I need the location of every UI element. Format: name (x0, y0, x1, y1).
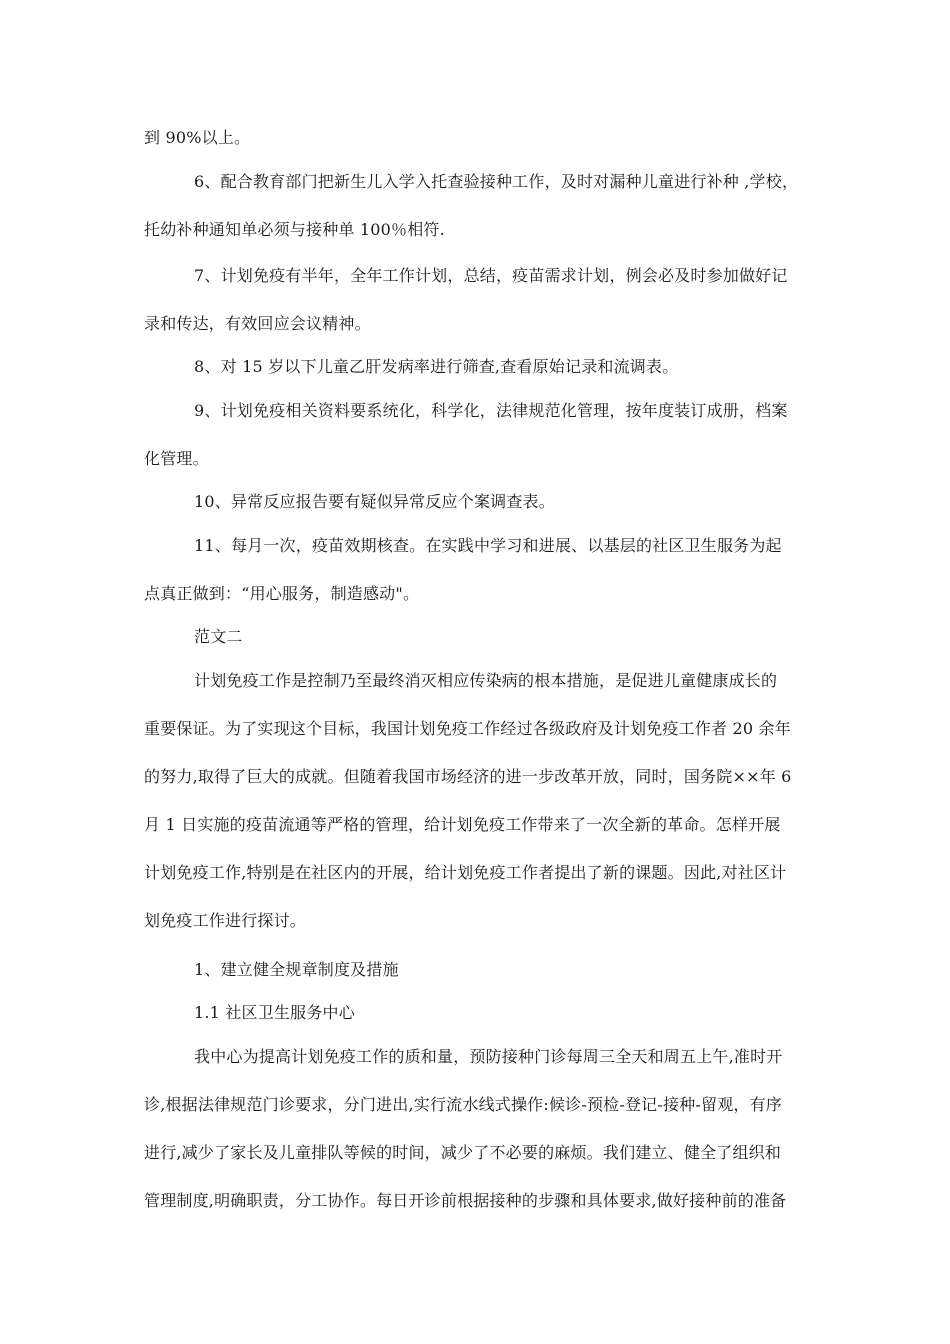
text-line: 10、异常反应报告要有疑似异常反应个案调查表。 (194, 492, 555, 511)
text-line: 重要保证。为了实现这个目标，我国计划免疫工作经过各级政府及计划免疫工作者 20 余年 (144, 719, 791, 738)
sub-heading: 1.1 社区卫生服务中心 (194, 1003, 355, 1022)
text-line: 诊,根据法律规范门诊要求，分门进出,实行流水线式操作:候诊-预检-登记-接种-留观，有序 (144, 1095, 782, 1114)
text-line: 计划免疫工作,特别是在社区内的开展，给计划免疫工作者提出了新的课题。因此,对社区计 (144, 863, 787, 882)
text-line: 月 1 日实施的疫苗流通等严格的管理，给计划免疫工作带来了一次全新的革命。怎样开展 (144, 815, 781, 834)
text-line: 6、配合教育部门把新生儿入学入托查验接种工作，及时对漏种儿童进行补种 ,学校， (194, 172, 799, 191)
text-line: 划免疫工作进行探讨。 (144, 911, 307, 930)
text-line: 11、每月一次，疫苗效期核查。在实践中学习和进展、以基层的社区卫生服务为起 (194, 536, 782, 555)
text-line: 托幼补种通知单必须与接种单 100％相符. (144, 220, 445, 239)
text-line: 我中心为提高计划免疫工作的质和量，预防接种门诊每周三全天和周五上午,准时开 (194, 1047, 783, 1066)
text-line: 的努力,取得了巨大的成就。但随着我国市场经济的进一步改革开放，同时，国务院××年 6 (144, 767, 792, 786)
text-line: 到 90%以上。 (144, 128, 251, 147)
text-line: 录和传达，有效回应会议精神。 (144, 314, 371, 333)
text-line: 7、计划免疫有半年，全年工作计划，总结，疫苗需求计划，例会必及时参加做好记 (194, 266, 788, 285)
text-line: 计划免疫工作是控制乃至最终消灭相应传染病的根本措施，是促进儿童健康成长的 (194, 671, 778, 690)
sub-heading: 1、建立健全规章制度及措施 (194, 960, 399, 979)
text-line: 化管理。 (144, 449, 209, 468)
text-line: 8、对 15 岁以下儿童乙肝发病率进行筛查,查看原始记录和流调表。 (194, 357, 679, 376)
section-heading: 范文二 (194, 627, 243, 646)
text-line: 9、计划免疫相关资料要系统化，科学化，法律规范化管理，按年度装订成册，档案 (194, 401, 788, 420)
text-line: 管理制度,明确职责，分工协作。每日开诊前根据接种的步骤和具体要求,做好接种前的准备 (144, 1191, 787, 1210)
text-line: 点真正做到：“用心服务，制造感动"。 (144, 584, 420, 603)
text-line: 进行,减少了家长及儿童排队等候的时间，减少了不必要的麻烦。我们建立、健全了组织和 (144, 1143, 782, 1162)
